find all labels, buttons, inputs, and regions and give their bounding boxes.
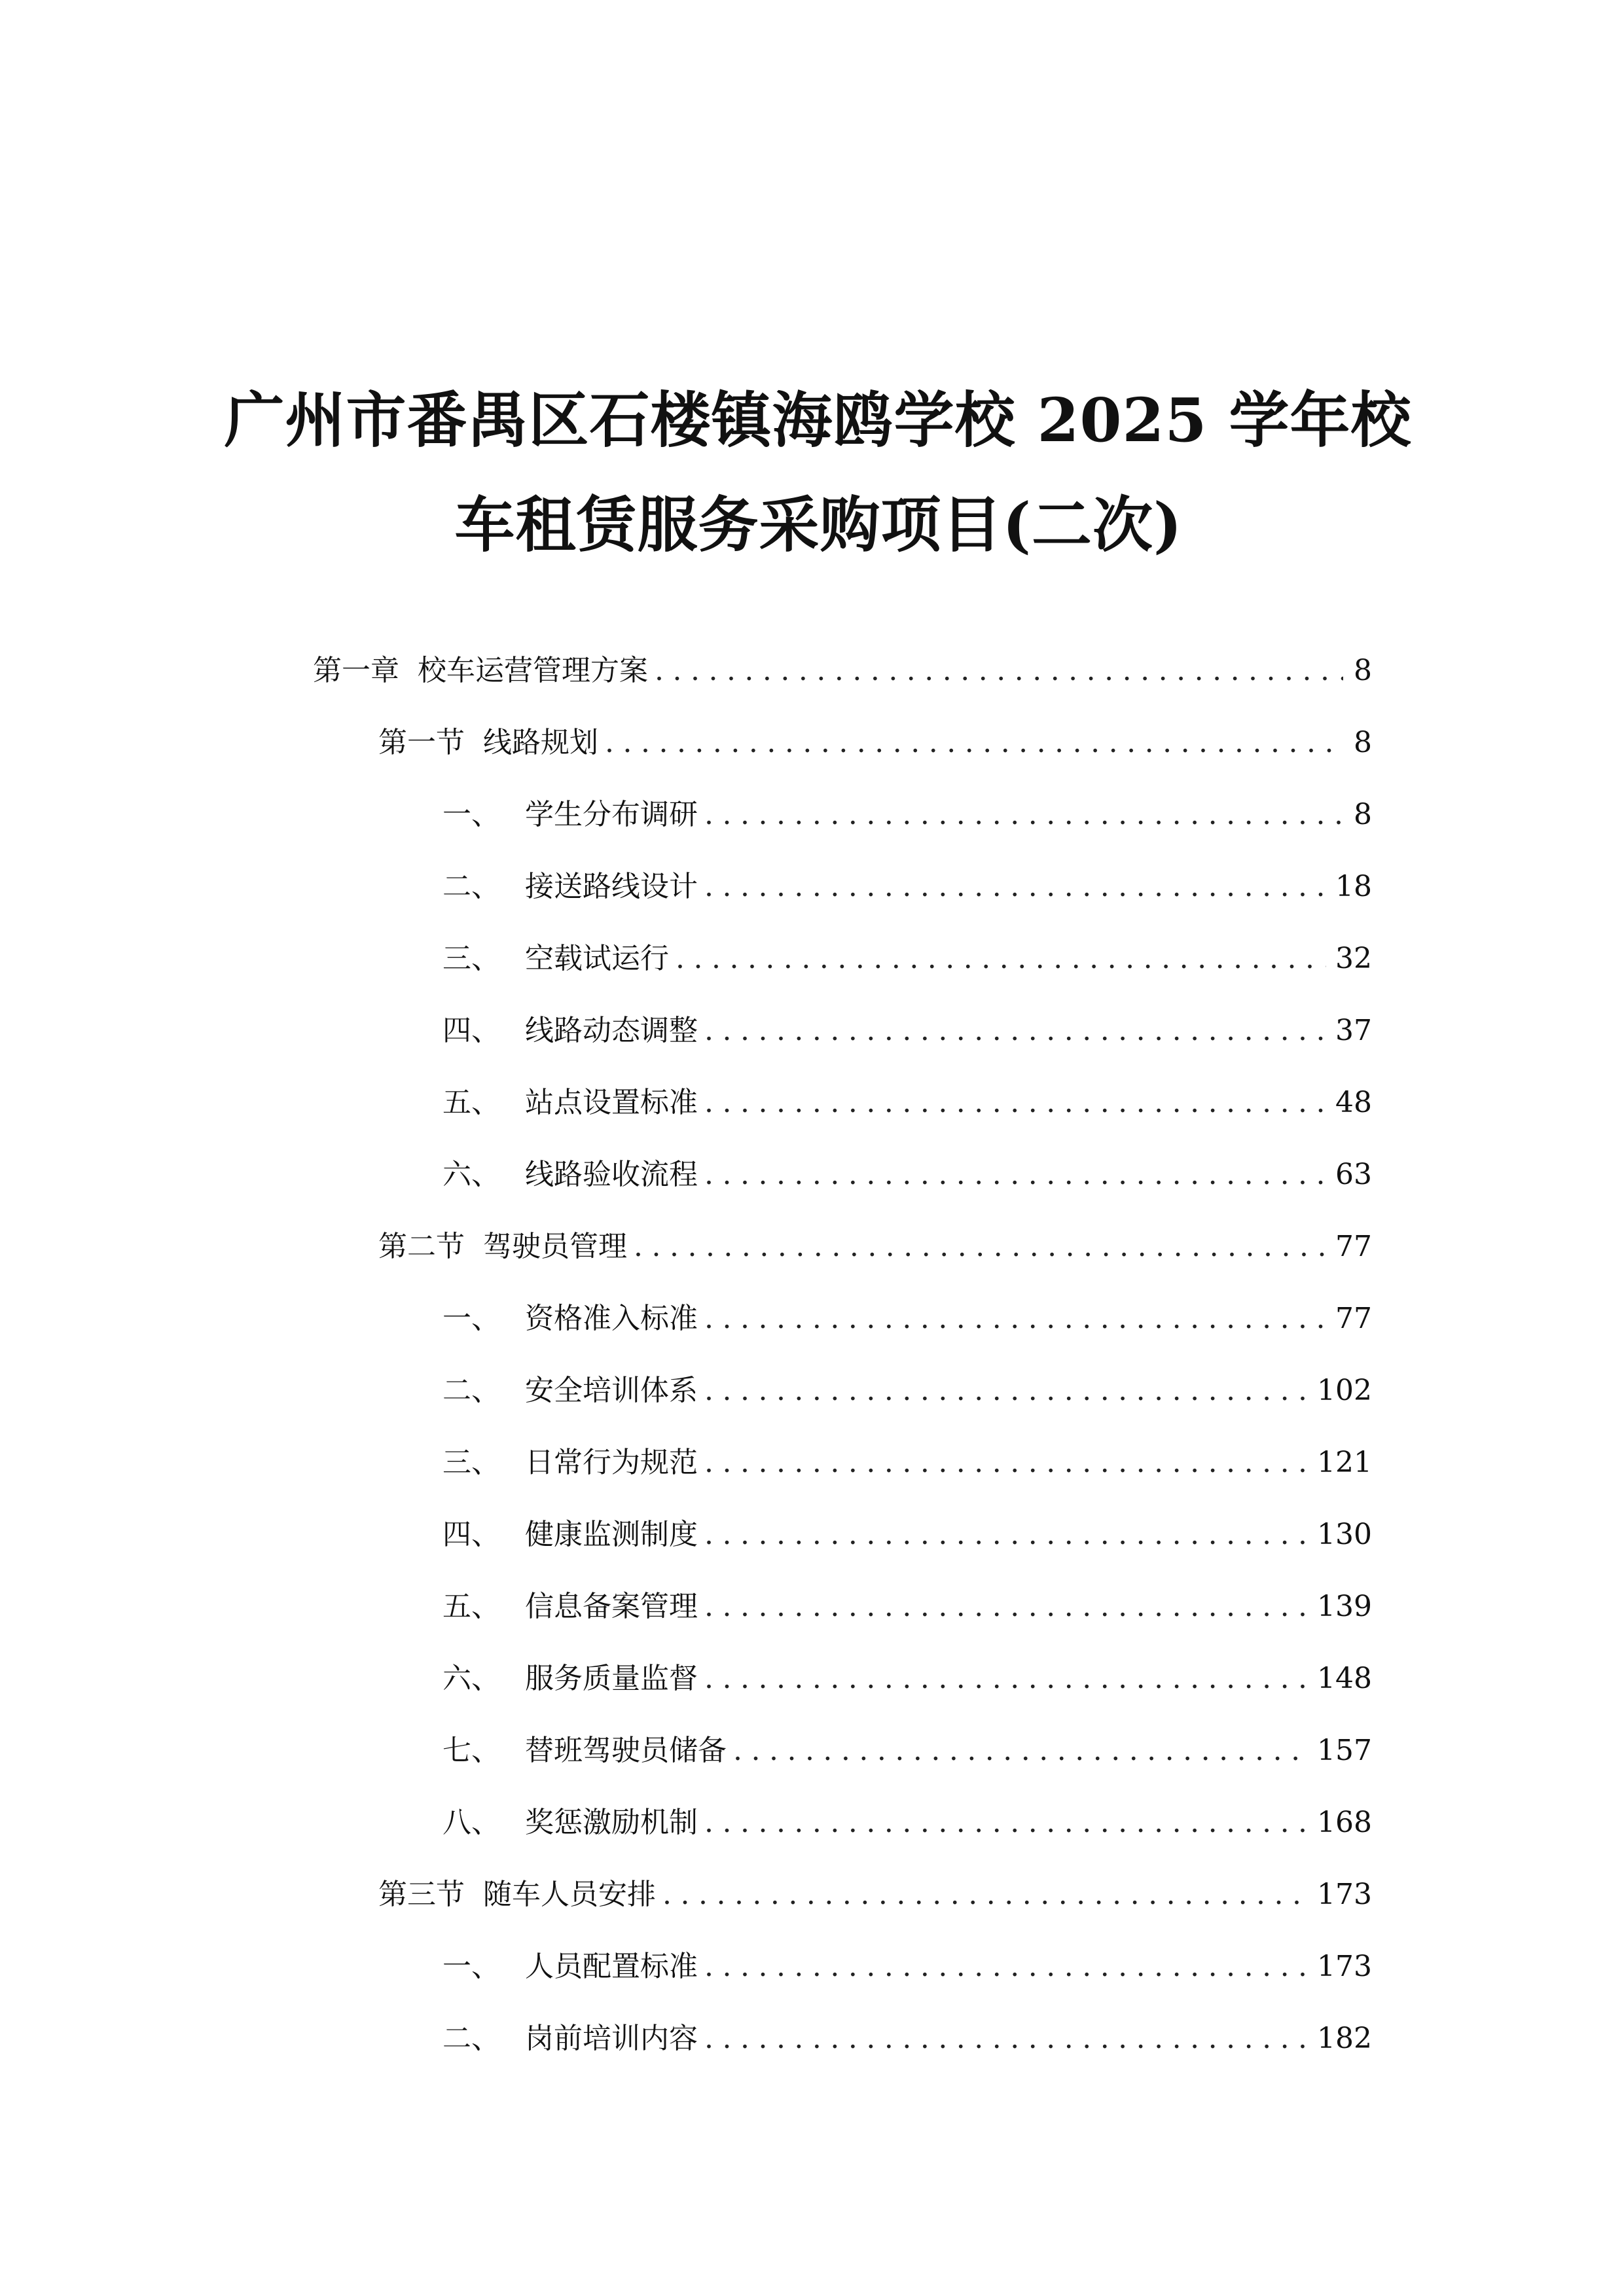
toc-entry-page: 77 — [1335, 1302, 1372, 1335]
toc-entry-item[interactable] — [442, 1293, 1372, 1345]
toc-entry-item[interactable] — [442, 1581, 1372, 1633]
toc-entry-item[interactable] — [442, 861, 1372, 913]
toc-entry-label: 校车运营管理方案 — [418, 654, 648, 687]
toc-dot-leader — [605, 717, 1343, 769]
toc-entry-number: 二、 — [442, 1374, 500, 1407]
toc-entry-page: 139 — [1317, 1590, 1372, 1623]
toc-entry-number: 一、 — [442, 798, 500, 831]
toc-entry-page: 173 — [1317, 1950, 1372, 1983]
toc-dot-leader — [704, 861, 1326, 913]
toc-entry-page: 102 — [1317, 1374, 1372, 1407]
document-title-line2: 车租赁服务采购项目(二次) — [454, 489, 1183, 560]
toc-entry-number: 六、 — [442, 1662, 500, 1695]
toc-entry-label: 人员配置标准 — [525, 1950, 698, 1983]
toc-entry-label: 驾驶员管理 — [483, 1230, 627, 1263]
toc-entry-number: 第一章 — [313, 654, 399, 687]
toc-entry-number: 五、 — [442, 1086, 500, 1119]
toc-entry-number: 二、 — [442, 2022, 500, 2055]
toc-entry-label: 线路验收流程 — [525, 1158, 698, 1191]
toc-entry-chapter-1[interactable] — [313, 645, 1372, 697]
toc-entry-item[interactable] — [442, 1149, 1372, 1201]
toc-dot-leader — [655, 645, 1343, 697]
toc-dot-leader — [704, 1149, 1326, 1201]
toc-entry-page: 63 — [1335, 1158, 1372, 1191]
document-title-line1: 广州市番禺区石楼镇海鸥学校 2025 学年校 — [224, 384, 1412, 456]
toc-dot-leader — [704, 1077, 1326, 1129]
toc-entry-number: 五、 — [442, 1590, 500, 1623]
toc-entry-item[interactable] — [442, 1797, 1372, 1849]
toc-entry-item[interactable] — [442, 789, 1372, 841]
toc-dot-leader — [704, 1581, 1308, 1633]
toc-dot-leader — [662, 1869, 1308, 1921]
toc-entry-label: 服务质量监督 — [525, 1662, 698, 1695]
toc-entry-page: 182 — [1317, 2022, 1372, 2055]
toc-entry-label: 岗前培训内容 — [525, 2022, 698, 2055]
toc-entry-page: 77 — [1335, 1230, 1372, 1263]
toc-entry-item[interactable] — [442, 1005, 1372, 1057]
toc-entry-label: 线路规划 — [483, 726, 598, 759]
toc-entry-number: 四、 — [442, 1014, 500, 1047]
toc-entry-number: 三、 — [442, 942, 500, 975]
toc-entry-number: 七、 — [442, 1734, 500, 1767]
toc-dot-leader — [704, 789, 1343, 841]
toc-dot-leader — [733, 1725, 1308, 1777]
toc-dot-leader — [676, 933, 1326, 985]
toc-entry-item[interactable] — [442, 2013, 1372, 2065]
toc-entry-number: 一、 — [442, 1950, 500, 1983]
toc-dot-leader — [704, 1005, 1326, 1057]
toc-dot-leader — [704, 1365, 1308, 1417]
toc-entry-page: 148 — [1317, 1662, 1372, 1695]
toc-entry-page: 8 — [1354, 654, 1372, 687]
toc-entry-item[interactable] — [442, 1365, 1372, 1417]
toc-entry-page: 157 — [1317, 1734, 1372, 1767]
toc-entry-page: 130 — [1317, 1518, 1372, 1551]
toc-entry-label: 日常行为规范 — [525, 1446, 698, 1479]
toc-entry-item[interactable] — [442, 1509, 1372, 1561]
toc-entry-number: 三、 — [442, 1446, 500, 1479]
toc-entry-label: 健康监测制度 — [525, 1518, 698, 1551]
toc-entry-section-3[interactable] — [378, 1869, 1372, 1921]
toc-dot-leader — [704, 1653, 1308, 1705]
toc-entry-label: 信息备案管理 — [525, 1590, 698, 1623]
toc-entry-number: 八、 — [442, 1806, 500, 1839]
toc-dot-leader — [704, 1797, 1308, 1849]
toc-dot-leader — [634, 1221, 1326, 1273]
toc-entry-label: 空载试运行 — [525, 942, 669, 975]
toc-entry-page: 168 — [1317, 1806, 1372, 1839]
toc-entry-number: 四、 — [442, 1518, 500, 1551]
toc-entry-page: 8 — [1354, 798, 1372, 831]
toc-entry-number: 第三节 — [378, 1878, 465, 1911]
toc-entry-item[interactable] — [442, 1725, 1372, 1777]
toc-entry-label: 站点设置标准 — [525, 1086, 698, 1119]
toc-entry-page: 8 — [1354, 726, 1372, 759]
toc-entry-number: 六、 — [442, 1158, 500, 1191]
toc-entry-section-1[interactable] — [378, 717, 1372, 769]
toc-dot-leader — [704, 2013, 1308, 2065]
toc-entry-label: 资格准入标准 — [525, 1302, 698, 1335]
toc-entry-label: 随车人员安排 — [483, 1878, 656, 1911]
toc-entry-item[interactable] — [442, 933, 1372, 985]
toc-entry-item[interactable] — [442, 1437, 1372, 1489]
toc-entry-label: 安全培训体系 — [525, 1374, 698, 1407]
toc-entry-number: 一、 — [442, 1302, 500, 1335]
toc-entry-label: 奖惩激励机制 — [525, 1806, 698, 1839]
toc-entry-page: 48 — [1335, 1086, 1372, 1119]
toc-entry-item[interactable] — [442, 1077, 1372, 1129]
toc-entry-label: 学生分布调研 — [525, 798, 698, 831]
toc-entry-label: 替班驾驶员储备 — [525, 1734, 727, 1767]
toc-entry-number: 第二节 — [378, 1230, 465, 1263]
toc-entry-page: 18 — [1335, 870, 1372, 903]
toc-entry-page: 32 — [1335, 942, 1372, 975]
toc-dot-leader — [704, 1437, 1308, 1489]
document-title — [0, 368, 1624, 577]
toc-entry-item[interactable] — [442, 1653, 1372, 1705]
toc-entry-number: 二、 — [442, 870, 500, 903]
toc-dot-leader — [704, 1293, 1326, 1345]
toc-entry-number: 第一节 — [378, 726, 465, 759]
toc-entry-page: 37 — [1335, 1014, 1372, 1047]
toc-entry-label: 接送路线设计 — [525, 870, 698, 903]
toc-entry-section-2[interactable] — [378, 1221, 1372, 1273]
toc-entry-item[interactable] — [442, 1941, 1372, 1993]
toc-entry-page: 173 — [1317, 1878, 1372, 1911]
toc-entry-page: 121 — [1317, 1446, 1372, 1479]
toc-entry-label: 线路动态调整 — [525, 1014, 698, 1047]
toc-dot-leader — [704, 1509, 1308, 1561]
toc-dot-leader — [704, 1941, 1308, 1993]
